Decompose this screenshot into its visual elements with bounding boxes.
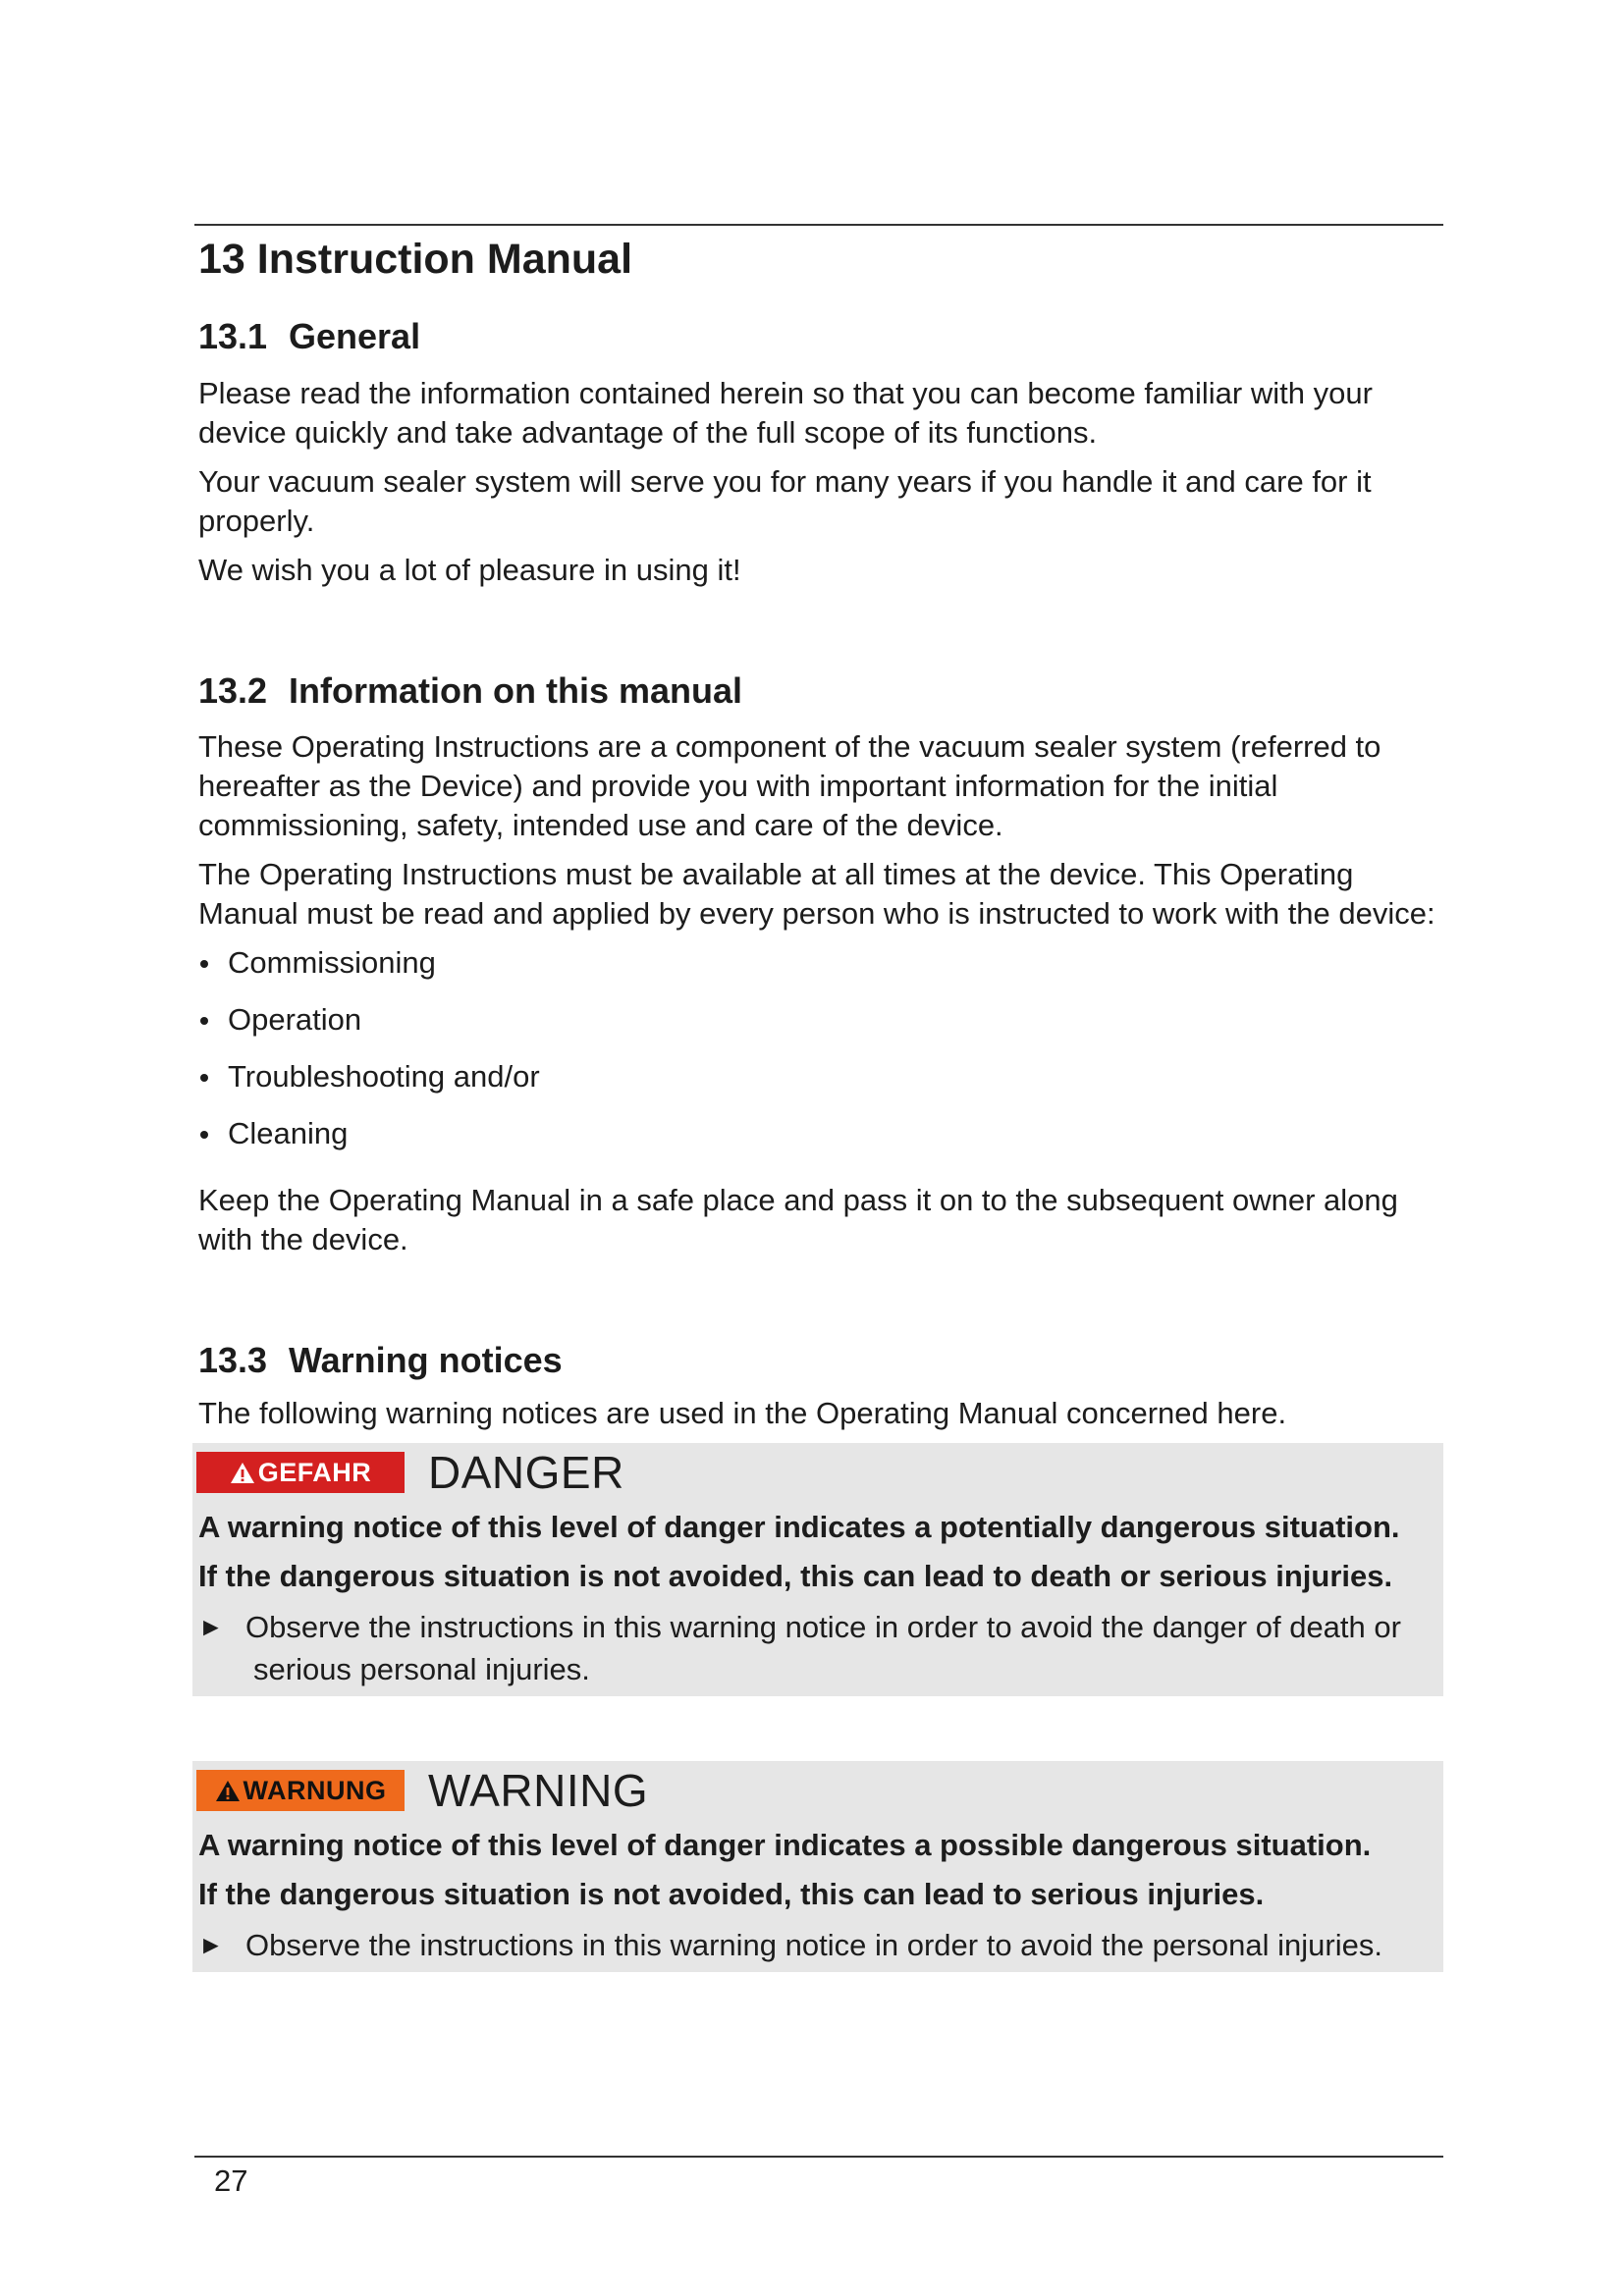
list-item: Commissioning <box>198 943 1443 1000</box>
warning-triangle-icon <box>230 1462 255 1484</box>
notice-text: If the dangerous situation is not avoided, this can lead to death or serious injuries. <box>198 1559 1393 1594</box>
action-line: Observe the instructions in this warning notice in order to avoid the danger of death or <box>245 1610 1401 1645</box>
notice-text: If the dangerous situation is not avoided, this can lead to serious injuries. <box>198 1877 1265 1912</box>
list-item: Operation <box>198 1000 1443 1057</box>
action-text <box>245 1924 1402 1966</box>
notice-title: DANGER <box>428 1447 624 1499</box>
notice-action <box>198 1606 1443 1690</box>
notice-title: WARNING <box>428 1765 649 1817</box>
notice-action <box>198 1924 1443 1966</box>
notice-header <box>196 1445 1443 1500</box>
section-information <box>194 668 1443 1260</box>
section-general <box>194 314 1443 590</box>
task-list <box>198 943 1443 1171</box>
notice-text: A warning notice of this level of danger indicates a potentially dangerous situation. <box>198 1510 1400 1545</box>
danger-badge <box>196 1452 405 1493</box>
action-line: Observe the instructions in this warning notice in order to avoid the personal injuries. <box>245 1928 1382 1963</box>
action-line: serious personal injuries. <box>253 1652 590 1687</box>
section-title: Warning notices <box>289 1340 563 1381</box>
warning-badge <box>196 1770 405 1811</box>
section-title: Information on this manual <box>289 669 743 711</box>
footer-rule <box>194 2156 1443 2158</box>
section-heading <box>198 1338 1443 1384</box>
paragraph: The Operating Instructions must be available at all times at the device. This Operating Manual must be read and applied by every person who is instructed to work with the device: <box>198 857 1435 932</box>
section-heading <box>198 668 1443 715</box>
paragraph: We wish you a lot of pleasure in using it! <box>198 552 741 587</box>
badge-label: GEFAHR <box>257 1457 372 1487</box>
section-warning-notices <box>194 1338 1443 1972</box>
action-text <box>245 1606 1421 1690</box>
page-number: 27 <box>214 2163 248 2198</box>
list-item: Cleaning <box>198 1114 1443 1171</box>
action-arrow-icon: ► <box>198 1930 224 1960</box>
section-heading <box>198 314 1443 360</box>
paragraph: The following warning notices are used in the Operating Manual concerned here. <box>198 1396 1287 1431</box>
manual-page <box>194 224 1443 1972</box>
warning-notice <box>192 1761 1443 1972</box>
paragraph: These Operating Instructions are a component of the vacuum sealer system (referred to hereafter as the Device) and provide you with important information for the initial commissioning, safety, intended use and care of the device. <box>198 729 1381 843</box>
action-arrow-icon: ► <box>198 1612 224 1642</box>
section-title: General <box>289 315 421 356</box>
paragraph: Your vacuum sealer system will serve you for many years if you handle it and care for it properly. <box>198 463 1372 538</box>
notice-header <box>196 1763 1443 1818</box>
chapter-title: 13 Instruction Manual <box>198 236 633 283</box>
section-number: 13.2 <box>198 669 268 711</box>
paragraph: Keep the Operating Manual in a safe place and pass it on to the subsequent owner along with the device. <box>198 1183 1398 1257</box>
badge-label: WARNUNG <box>243 1775 387 1805</box>
danger-notice <box>192 1443 1443 1696</box>
section-number: 13.3 <box>198 1340 268 1381</box>
list-item: Troubleshooting and/or <box>198 1057 1443 1114</box>
warning-triangle-icon <box>215 1780 241 1802</box>
notice-text: A warning notice of this level of danger indicates a possible dangerous situation. <box>198 1828 1372 1863</box>
paragraph: Please read the information contained herein so that you can become familiar with your device quickly and take advantage of the full scope of its functions. <box>198 375 1373 450</box>
header-rule <box>194 224 1443 226</box>
section-number: 13.1 <box>198 315 268 356</box>
